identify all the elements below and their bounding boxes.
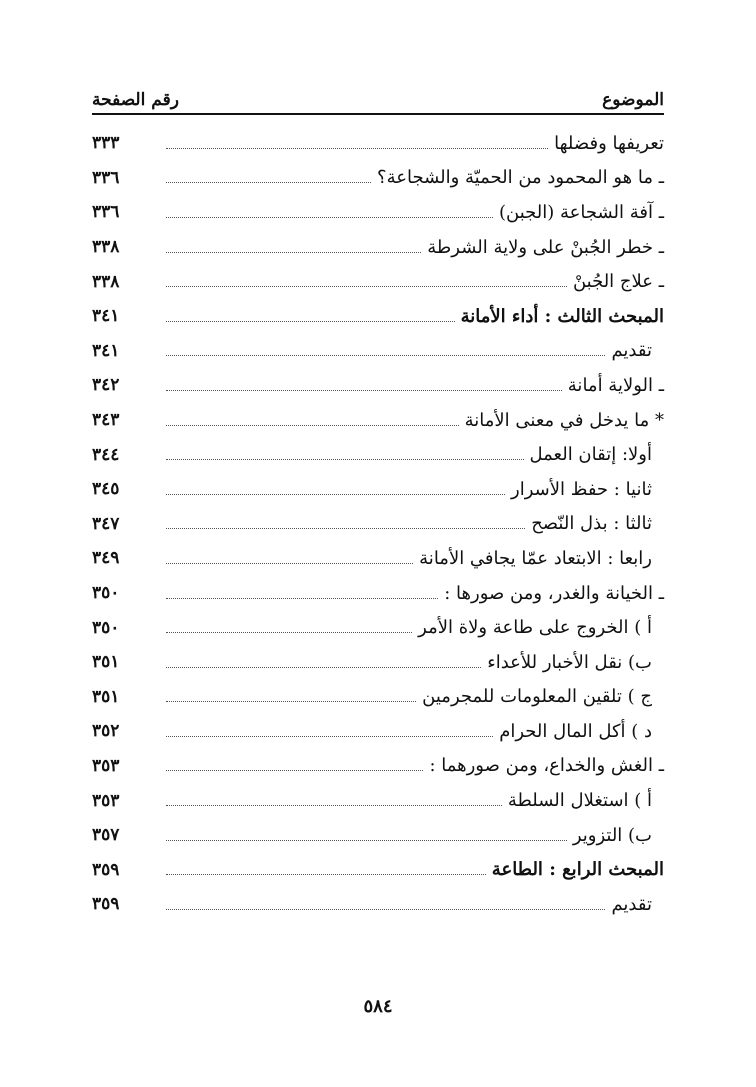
toc-entry — [92, 403, 664, 438]
toc-entry-page: ٣٥٠ — [92, 583, 120, 604]
dot-leader — [166, 598, 438, 599]
toc-entry-page: ٣٣٦ — [92, 202, 120, 223]
toc-entry — [92, 230, 664, 265]
toc-entry-page: ٣٤٧ — [92, 513, 120, 534]
toc-entry — [92, 161, 664, 196]
toc-entry — [92, 264, 664, 299]
dot-leader — [166, 494, 505, 495]
toc-entry-title: * ما يدخل في معنى الأمانة — [464, 409, 664, 431]
toc-header — [92, 76, 664, 110]
toc-entry — [92, 126, 664, 161]
toc-entry-title: ثالثا : بذل النّصح — [531, 513, 652, 535]
toc-entry-title: رابعا : الابتعاد عمّا يجافي الأمانة — [419, 547, 652, 569]
toc-entry-page: ٣٣٨ — [92, 271, 120, 292]
dot-leader — [166, 667, 481, 668]
toc-entry — [92, 541, 664, 576]
toc-entry-page: ٣٥٩ — [92, 859, 120, 880]
toc-entry — [92, 852, 664, 887]
toc-entry — [92, 887, 664, 922]
toc-entry — [92, 783, 664, 818]
dot-leader — [166, 701, 416, 702]
toc-entry-title: المبحث الرابع : الطاعة — [491, 859, 664, 881]
toc-entry — [92, 334, 664, 369]
toc-entry-page: ٣٥٢ — [92, 721, 120, 742]
dot-leader — [166, 528, 525, 529]
toc-entry-page: ٣٥٩ — [92, 894, 120, 915]
toc-entry — [92, 472, 664, 507]
toc-entry — [92, 299, 664, 334]
toc-entry-page: ٣٤٣ — [92, 410, 120, 431]
toc-entry — [92, 437, 664, 472]
toc-entry-title: ب) التزوير — [572, 824, 652, 846]
dot-leader — [166, 840, 567, 841]
toc-entry-title: ـ ما هو المحمود من الحميّة والشجاعة؟ — [377, 167, 664, 189]
toc-entry — [92, 507, 664, 542]
page-column-label: رقم الصفحة — [92, 90, 179, 110]
toc-entry-title: ـ الولاية أمانة — [567, 374, 664, 396]
toc-entry-title: تعريفها وفضلها — [554, 132, 664, 154]
toc-entry-page: ٣٥٣ — [92, 755, 120, 776]
toc-entry-page: ٣٥٠ — [92, 617, 120, 638]
toc-entry-title: ب) نقل الأخبار للأعداء — [487, 651, 652, 673]
dot-leader — [166, 425, 459, 426]
toc-entry — [92, 368, 664, 403]
dot-leader — [166, 252, 421, 253]
dot-leader — [166, 459, 524, 460]
toc-entry — [92, 645, 664, 680]
toc-entry-page: ٣٥١ — [92, 686, 120, 707]
dot-leader — [166, 286, 567, 287]
toc-entry-title: أ ) الخروج على طاعة ولاة الأمر — [418, 617, 652, 639]
toc-entry-page: ٣٤٢ — [92, 375, 120, 396]
page-number: ٥٨٤ — [363, 996, 393, 1017]
dot-leader — [166, 736, 493, 737]
topic-column-label: الموضوع — [602, 90, 664, 110]
toc-entry-page: ٣٤١ — [92, 306, 120, 327]
toc-entry-title: ج ) تلقين المعلومات للمجرمين — [422, 686, 652, 708]
dot-leader — [166, 217, 493, 218]
toc-entry-page: ٣٣٦ — [92, 167, 120, 188]
toc-entry-page: ٣٥١ — [92, 652, 120, 673]
toc-entry — [92, 576, 664, 611]
toc-entry — [92, 680, 664, 715]
toc-entry-title: تقديم — [611, 340, 652, 362]
dot-leader — [166, 632, 412, 633]
toc-entry-title: ـ الخيانة والغدر، ومن صورها : — [444, 582, 664, 604]
toc-entry — [92, 749, 664, 784]
dot-leader — [166, 182, 371, 183]
toc-entry-title: ثانيا : حفظ الأسرار — [511, 478, 652, 500]
toc-entry — [92, 610, 664, 645]
toc-entry-title: ـ آفة الشجاعة (الجبن) — [498, 201, 664, 223]
dot-leader — [166, 805, 502, 806]
toc-entry-title: ـ علاج الجُبنْ — [572, 271, 664, 293]
toc-entry-page: ٣٣٨ — [92, 237, 120, 258]
toc-entry-title: أ ) استغلال السلطة — [507, 790, 652, 812]
toc-entry-title: المبحث الثالث : أداء الأمانة — [460, 305, 664, 327]
toc-list — [92, 126, 664, 922]
toc-entry — [92, 818, 664, 853]
toc-entry-title: ـ خطر الجُبنْ على ولاية الشرطة — [427, 236, 664, 258]
toc-entry-title: د ) أكل المال الحرام — [499, 720, 652, 742]
toc-entry-page: ٣٤٤ — [92, 444, 120, 465]
toc-entry-page: ٣٥٧ — [92, 825, 120, 846]
toc-entry — [92, 195, 664, 230]
toc-entry-page: ٣٤٥ — [92, 479, 120, 500]
toc-entry-page: ٣٤٩ — [92, 548, 120, 569]
toc-entry-page: ٣٤١ — [92, 340, 120, 361]
dot-leader — [166, 874, 486, 875]
dot-leader — [166, 770, 423, 771]
toc-entry-page: ٣٣٣ — [92, 133, 120, 154]
dot-leader — [166, 355, 605, 356]
toc-entry-title: تقديم — [611, 893, 652, 915]
dot-leader — [166, 563, 413, 564]
dot-leader — [166, 909, 605, 910]
header-rule — [92, 113, 664, 115]
dot-leader — [166, 390, 562, 391]
toc-entry-title: ـ الغش والخداع، ومن صورهما : — [429, 755, 664, 777]
dot-leader — [166, 321, 455, 322]
toc-entry-page: ٣٥٣ — [92, 790, 120, 811]
dot-leader — [166, 148, 548, 149]
toc-entry-title: أولا: إتقان العمل — [529, 444, 652, 466]
toc-entry — [92, 714, 664, 749]
